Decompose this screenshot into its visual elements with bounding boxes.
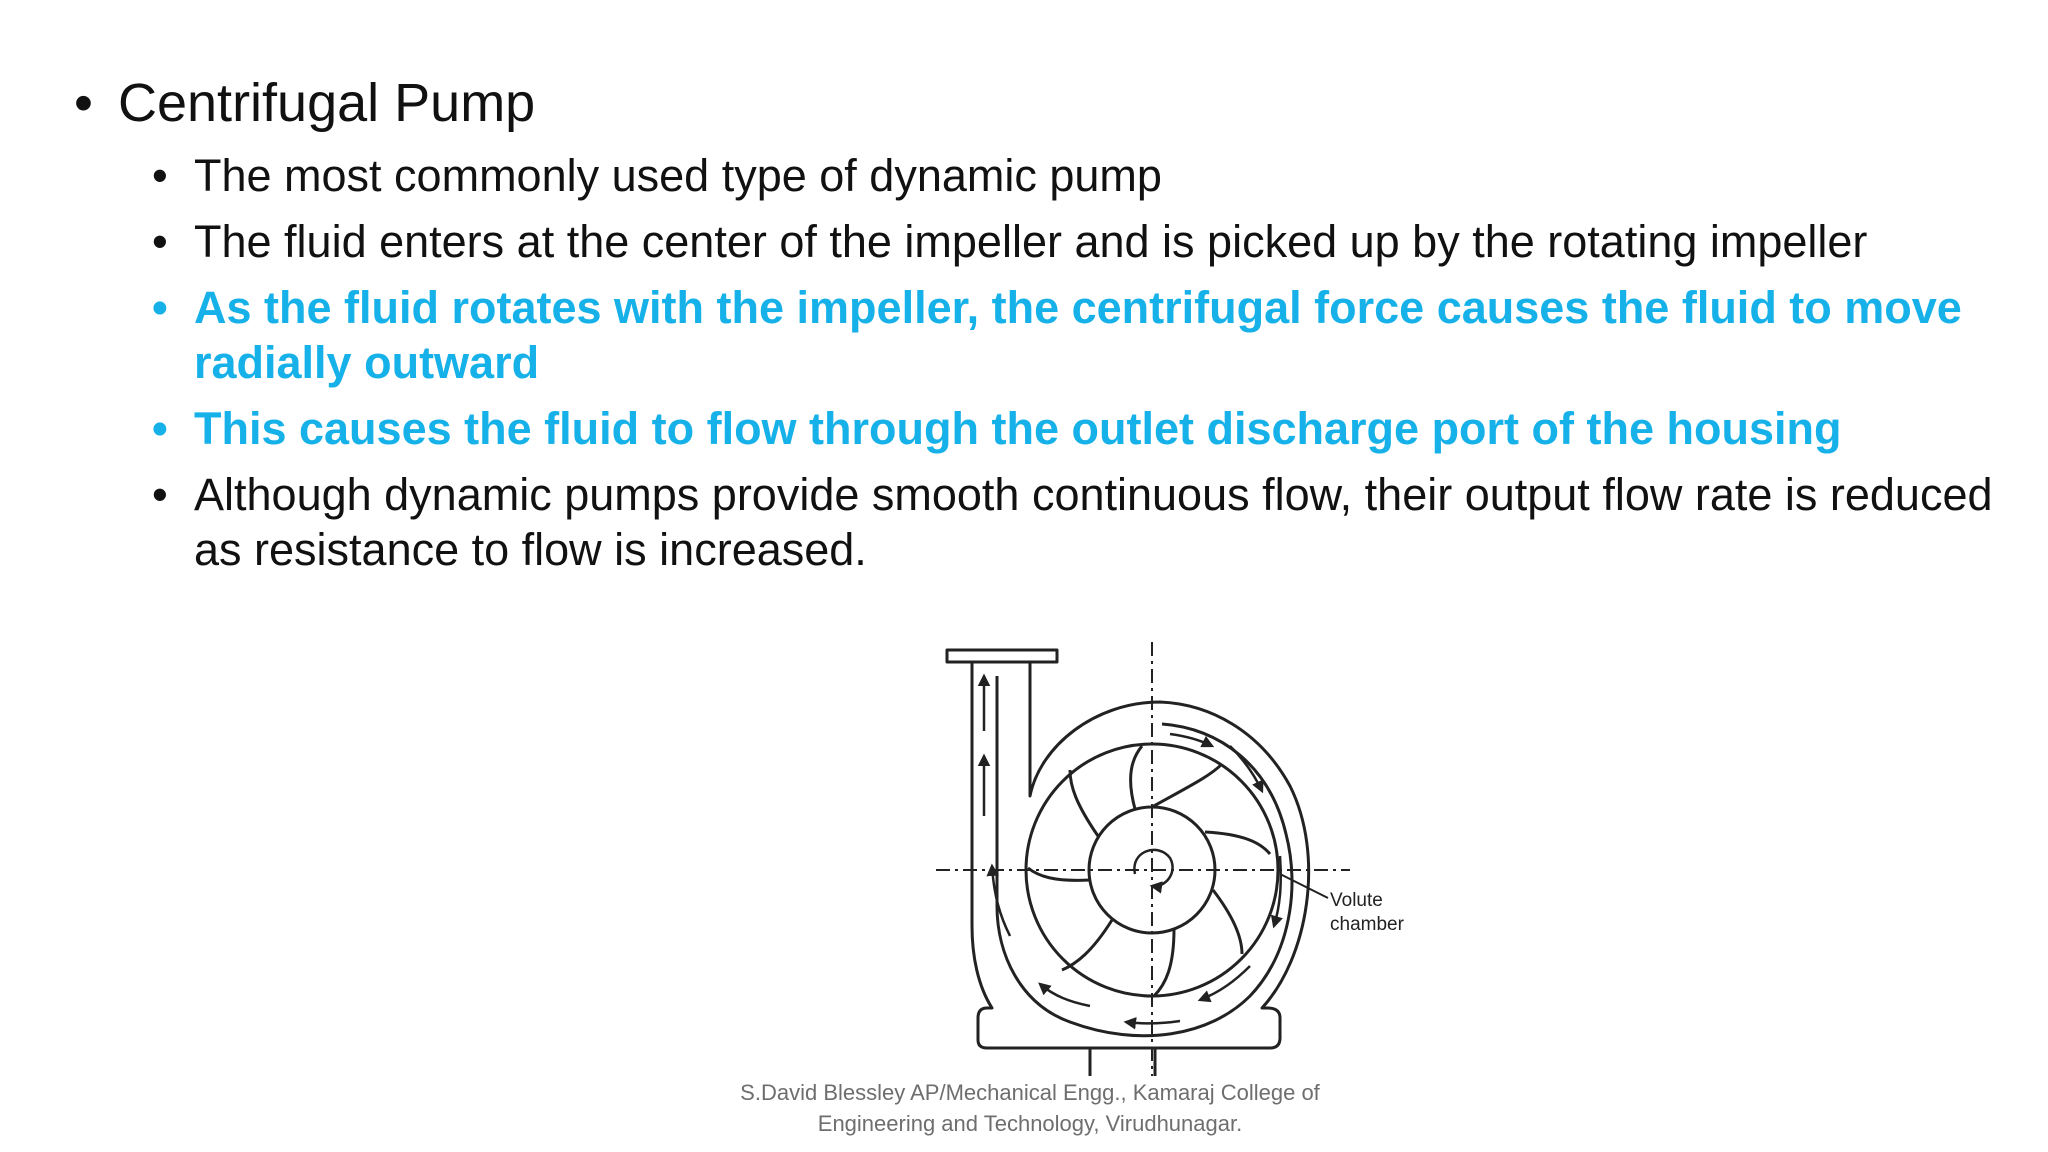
bullet-icon: • [152,282,168,333]
outlet-flange [947,650,1057,662]
base-stub [1090,1048,1155,1076]
sub-bullet-4-highlighted [152,401,2036,456]
volute-label-line2: chamber [1330,914,1404,935]
sub-bullet-2 [152,214,2036,269]
sub-bullet-text: The fluid enters at the center of the impeller and is picked up by the rotating impeller [194,216,1868,267]
sub-bullet-text: Although dynamic pumps provide smooth continuous flow, their output flow rate is reduced as resistance to flow is increased. [194,469,1993,575]
sub-bullet-text: This causes the fluid to flow through the outlet discharge port of the housing [194,403,1842,454]
bullet-icon: • [152,469,168,520]
sub-bullet-5 [152,467,2036,577]
flow-arrow [1170,734,1212,746]
sub-bullet-text: The most commonly used type of dynamic pump [194,150,1162,201]
sub-bullet-text: As the fluid rotates with the impeller, the centrifugal force causes the fluid to move radially outward [194,282,1962,388]
slide-footer [680,1077,1380,1139]
bullet-icon: • [152,150,168,201]
volute-inner-wall [997,676,1292,1036]
sub-bullet-3-highlighted [152,280,2036,390]
bullet-icon: • [152,403,168,454]
flow-arrow [992,866,1010,936]
centrifugal-pump-diagram [930,636,1430,1076]
volute-label-leader [1280,874,1328,898]
footer-line-2: Engineering and Technology, Virudhunagar. [817,1111,1243,1136]
footer-line-1: S.David Blessley AP/Mechanical Engg., Kamaraj College of [740,1080,1320,1105]
bullet-icon: • [74,73,93,133]
sub-bullet-1 [152,148,2036,203]
slide-heading: Centrifugal Pump [118,73,536,133]
eye-swirl-arrow [1134,850,1172,886]
volute-label-line1: Volute [1330,890,1383,911]
flow-arrow [1040,984,1090,1006]
bullet-icon: • [152,216,168,267]
sub-bullet-list [152,148,2036,588]
